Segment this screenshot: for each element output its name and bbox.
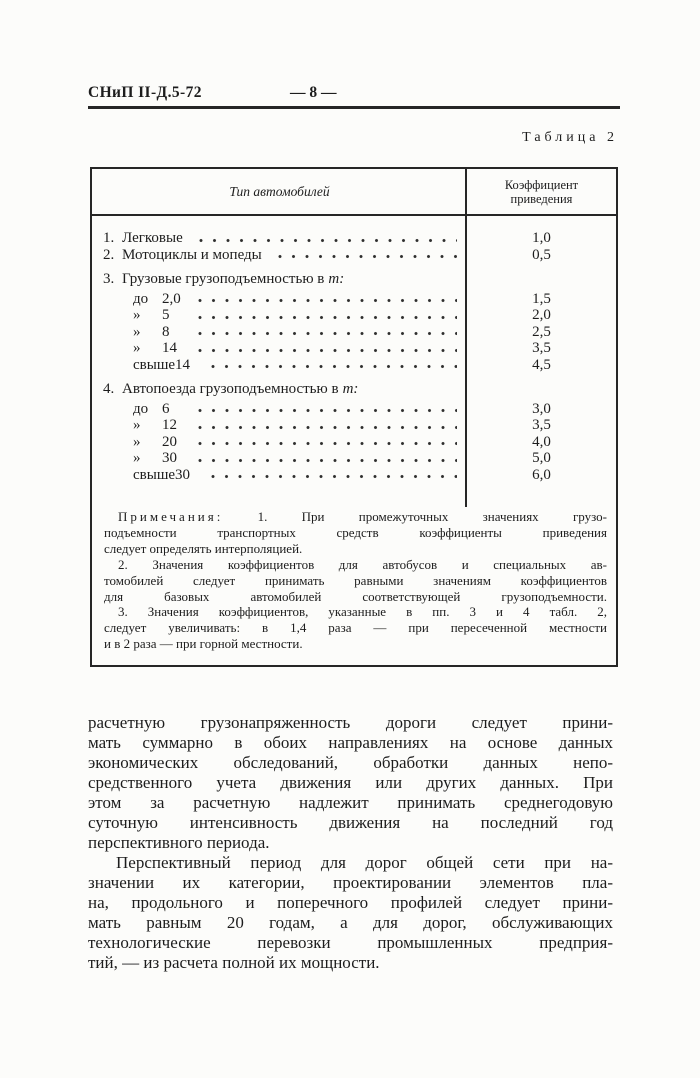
dot-leader <box>198 315 457 320</box>
dot-leader <box>211 364 457 369</box>
table-notes <box>92 509 616 652</box>
paragraph <box>88 713 613 853</box>
row-prefix: » <box>133 433 141 450</box>
page-number: — 8 — <box>290 84 337 101</box>
document-code: СНиП II-Д.5-72 <box>88 84 202 101</box>
table-row <box>92 401 616 418</box>
row-value: 2,5 <box>532 323 551 340</box>
dot-leader <box>198 425 457 430</box>
column-header-coefficient <box>467 169 616 214</box>
table-row <box>92 307 616 324</box>
row-prefix: » <box>133 323 141 340</box>
row-value: 5,0 <box>532 450 551 466</box>
row-value: 4,0 <box>532 433 551 450</box>
text-line: средственного учета движения или других данных. При <box>88 773 613 792</box>
text-line: тий, — из расчета полной их мощности. <box>88 953 380 972</box>
unit-label: т: <box>342 381 359 397</box>
text-line: суточную интенсивность движения на последний год <box>88 813 613 832</box>
table-row <box>92 291 616 308</box>
row-amount: 20 <box>162 433 177 450</box>
row-label: Мотоциклы и мопеды <box>122 246 262 263</box>
table-row <box>92 434 616 451</box>
row-value: 3,5 <box>532 417 551 433</box>
text-line: Перспективный период для дорог общей сети при на- <box>116 853 613 872</box>
table-row <box>92 324 616 341</box>
note-line: следует увеличивать: в 1,4 раза — при пересеченной местности <box>104 620 607 636</box>
note-line <box>104 509 607 525</box>
group-title-label: Автопоезда грузоподъемностью в <box>122 381 339 397</box>
table-body <box>92 216 616 652</box>
text-line: технологические перевозки промышленных предприя- <box>88 933 613 952</box>
table-row <box>92 450 616 467</box>
row-prefix: свыше <box>133 356 176 373</box>
text-line: экономических обследований, обработки данных непо- <box>88 753 613 772</box>
row-value: 1,5 <box>532 290 551 307</box>
table-group-rows <box>92 291 616 374</box>
row-value: 1,0 <box>532 230 551 246</box>
text-line: на, продольного и поперечного профилей следует прини- <box>88 893 613 912</box>
row-amount: 8 <box>162 323 170 340</box>
note-line: следует определять интерполяцией. <box>104 540 303 556</box>
row-amount: 6 <box>162 400 170 417</box>
row-amount: 2,0 <box>162 290 181 307</box>
row-value: 6,0 <box>532 466 551 483</box>
row-amount: 30 <box>162 450 177 466</box>
row-prefix: » <box>133 417 141 433</box>
note-line: для базовых автомобилей соответствующей грузоподъемности. <box>104 588 607 604</box>
row-amount: 30 <box>175 466 191 483</box>
table-row <box>92 247 616 264</box>
running-head <box>88 84 620 104</box>
text-line: перспективного периода. <box>88 833 270 852</box>
column-header-coefficient-line2: приведения <box>510 191 573 206</box>
note-line: 3. Значения коэффициентов, указанные в пп. 3 и 4 табл. 2, <box>118 604 607 620</box>
dot-leader <box>198 331 457 336</box>
dot-leader <box>198 408 457 413</box>
row-value: 4,5 <box>532 356 551 373</box>
row-value: 3,0 <box>532 400 551 417</box>
row-prefix: » <box>133 307 141 323</box>
dot-leader <box>198 348 457 353</box>
row-value: 2,0 <box>532 307 551 323</box>
group-title-label: Грузовые грузоподъемностью в <box>122 271 325 287</box>
text-line: мать суммарно в обоих направлениях на основе данных <box>88 733 613 752</box>
row-prefix: до <box>133 400 149 417</box>
row-prefix: » <box>133 340 141 356</box>
row-number: 1. <box>103 230 115 246</box>
table-row <box>92 417 616 434</box>
notes-label: Примечания: <box>118 509 224 524</box>
dot-leader <box>211 474 457 479</box>
table-group-title <box>92 381 616 398</box>
dot-leader <box>278 254 457 259</box>
header-rule <box>88 106 620 109</box>
row-amount: 12 <box>162 417 177 433</box>
row-amount: 5 <box>162 307 170 323</box>
column-header-vehicle-type: Тип автомобилей <box>229 183 330 199</box>
row-number: 2. <box>103 246 115 263</box>
table-header-row <box>92 169 616 214</box>
text-line: этом за расчетную надлежит принимать среднегодовую <box>88 793 613 812</box>
table-row <box>92 357 616 374</box>
row-amount: 14 <box>162 340 177 356</box>
column-header-coefficient-line1: Коэффициент <box>504 177 579 192</box>
row-prefix: до <box>133 290 149 307</box>
text-line: расчетную грузонапряженность дороги следует прини- <box>88 713 613 732</box>
row-number: 3. <box>103 271 115 287</box>
table-row <box>92 340 616 357</box>
row-value: 3,5 <box>532 340 551 356</box>
table-row <box>92 230 616 247</box>
dot-leader <box>198 458 457 463</box>
table-group-rows <box>92 401 616 484</box>
table-row <box>92 467 616 484</box>
note-text: 1. При промежуточных значениях грузо- <box>257 509 608 524</box>
row-prefix: » <box>133 450 141 466</box>
row-label: Легковые <box>122 230 183 246</box>
row-prefix: свыше <box>133 466 176 483</box>
paragraph <box>88 853 613 973</box>
text-line: мать равным 20 годам, а для дорог, обслуживающих <box>88 913 613 932</box>
note-line: томобилей следует принимать равными значениям коэффициентов <box>104 572 607 588</box>
row-amount: 14 <box>175 356 191 373</box>
unit-label: т: <box>328 271 345 287</box>
row-number: 4. <box>103 381 115 397</box>
note-line: 2. Значения коэффициентов для автобусов и специальных ав- <box>118 556 607 572</box>
dot-leader <box>198 441 457 446</box>
text-line: значении их категории, проектировании элементов пла- <box>88 873 613 892</box>
table-group-title <box>92 271 616 288</box>
row-value: 0,5 <box>532 246 551 263</box>
coefficients-table <box>90 167 618 667</box>
dot-leader <box>199 238 457 243</box>
table-caption: Таблица 2 <box>522 130 618 145</box>
note-line: и в 2 раза — при горной местности. <box>104 636 303 652</box>
dot-leader <box>198 298 457 303</box>
body-text <box>88 713 613 973</box>
note-line: подъемности транспортных средств коэффициенты приведения <box>104 524 607 540</box>
